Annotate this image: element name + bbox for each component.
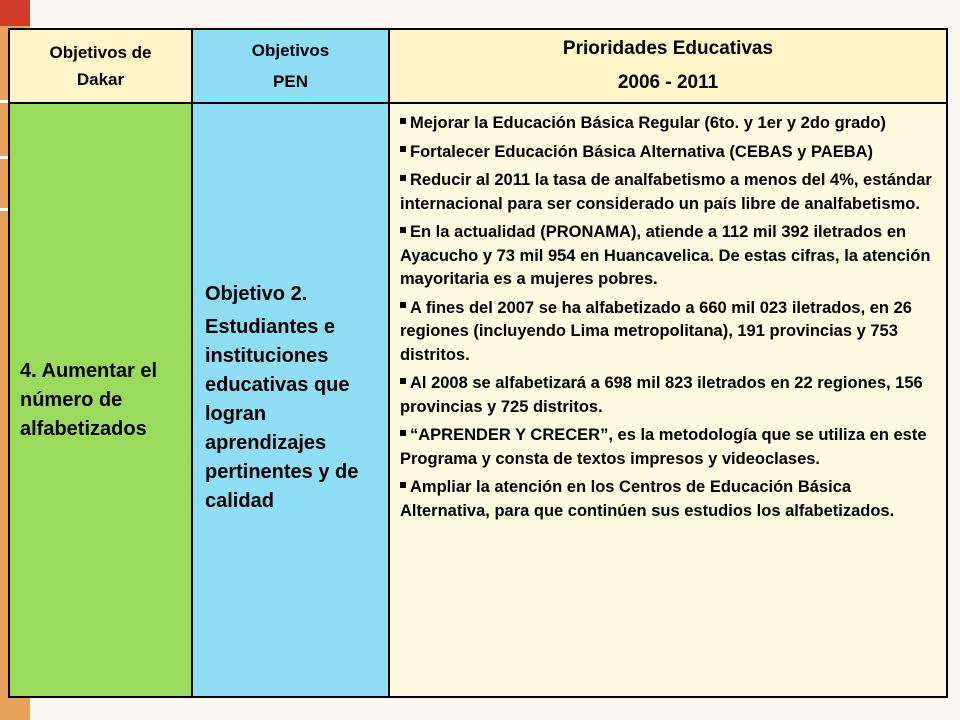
header-dakar-line2: Dakar bbox=[76, 70, 125, 89]
list-item-text: En la actualidad (PRONAMA), atiende a 112 mil 392 iletrados en Ayacucho y 73 mil 954 en Huancavelica. De estas cifras, la atención mayoritaria es a mujeres pobres. bbox=[400, 223, 931, 288]
table-row bbox=[9, 103, 947, 697]
priorities-list bbox=[400, 112, 936, 523]
priorities-cell bbox=[389, 103, 947, 697]
list-item bbox=[400, 297, 936, 368]
square-bullet-icon bbox=[400, 146, 406, 152]
header-dakar-line1: Objetivos de bbox=[49, 43, 152, 62]
square-bullet-icon bbox=[400, 118, 406, 124]
header-pen-line1: Objetivos bbox=[251, 41, 330, 60]
header-priorities bbox=[389, 29, 947, 103]
strip-red-block bbox=[0, 0, 30, 26]
pen-title: Objetivo 2. bbox=[205, 283, 308, 305]
priorities-table bbox=[8, 28, 948, 698]
list-item-text: “APRENDER Y CRECER”, es la metodología que se utiliza en este Programa y consta de textos impresos y videoclases. bbox=[400, 426, 927, 468]
header-pen-line2: PEN bbox=[273, 72, 308, 91]
list-item bbox=[400, 169, 936, 216]
list-item bbox=[400, 476, 936, 523]
square-bullet-icon bbox=[400, 302, 406, 308]
square-bullet-icon bbox=[400, 482, 406, 488]
square-bullet-icon bbox=[400, 227, 406, 233]
pen-cell bbox=[192, 103, 389, 697]
list-item-text: Mejorar la Educación Básica Regular (6to. y 1er y 2do grado) bbox=[410, 114, 886, 132]
header-priorities-line2: 2006 - 2011 bbox=[617, 72, 719, 93]
list-item bbox=[400, 221, 936, 292]
dakar-cell: 4. Aumentar el número de alfabetizados bbox=[9, 103, 192, 697]
list-item-text: A fines del 2007 se ha alfabetizado a 660 mil 023 iletrados, en 26 regiones (incluyendo Lima metropolitana), 191 provincias y 753 distritos. bbox=[400, 298, 912, 364]
square-bullet-icon bbox=[400, 378, 406, 384]
square-bullet-icon bbox=[400, 175, 406, 181]
header-pen bbox=[192, 29, 389, 103]
list-item bbox=[400, 112, 936, 136]
list-item-text: Reducir al 2011 la tasa de analfabetismo a menos del 4%, estándar internacional para ser considerado un país libre de analfabetismo. bbox=[400, 171, 932, 213]
list-item bbox=[400, 141, 936, 165]
list-item-text: Fortalecer Educación Básica Alternativa (CEBAS y PAEBA) bbox=[410, 142, 874, 161]
table-header-row bbox=[9, 29, 947, 103]
pen-text: Estudiantes e instituciones educativas que logran aprendizajes pertinentes y de calidad bbox=[205, 316, 359, 512]
list-item-text: Al 2008 se alfabetizará a 698 mil 823 iletrados en 22 regiones, 156 provincias y 725 distritos. bbox=[400, 374, 923, 416]
header-dakar bbox=[9, 29, 192, 103]
header-priorities-line1: Prioridades Educativas bbox=[562, 38, 774, 59]
list-item bbox=[400, 372, 936, 419]
square-bullet-icon bbox=[400, 430, 406, 436]
list-item-text: Ampliar la atención en los Centros de Educación Básica Alternativa, para que continúen sus estudios los alfabetizados. bbox=[400, 478, 895, 520]
list-item bbox=[400, 424, 936, 471]
